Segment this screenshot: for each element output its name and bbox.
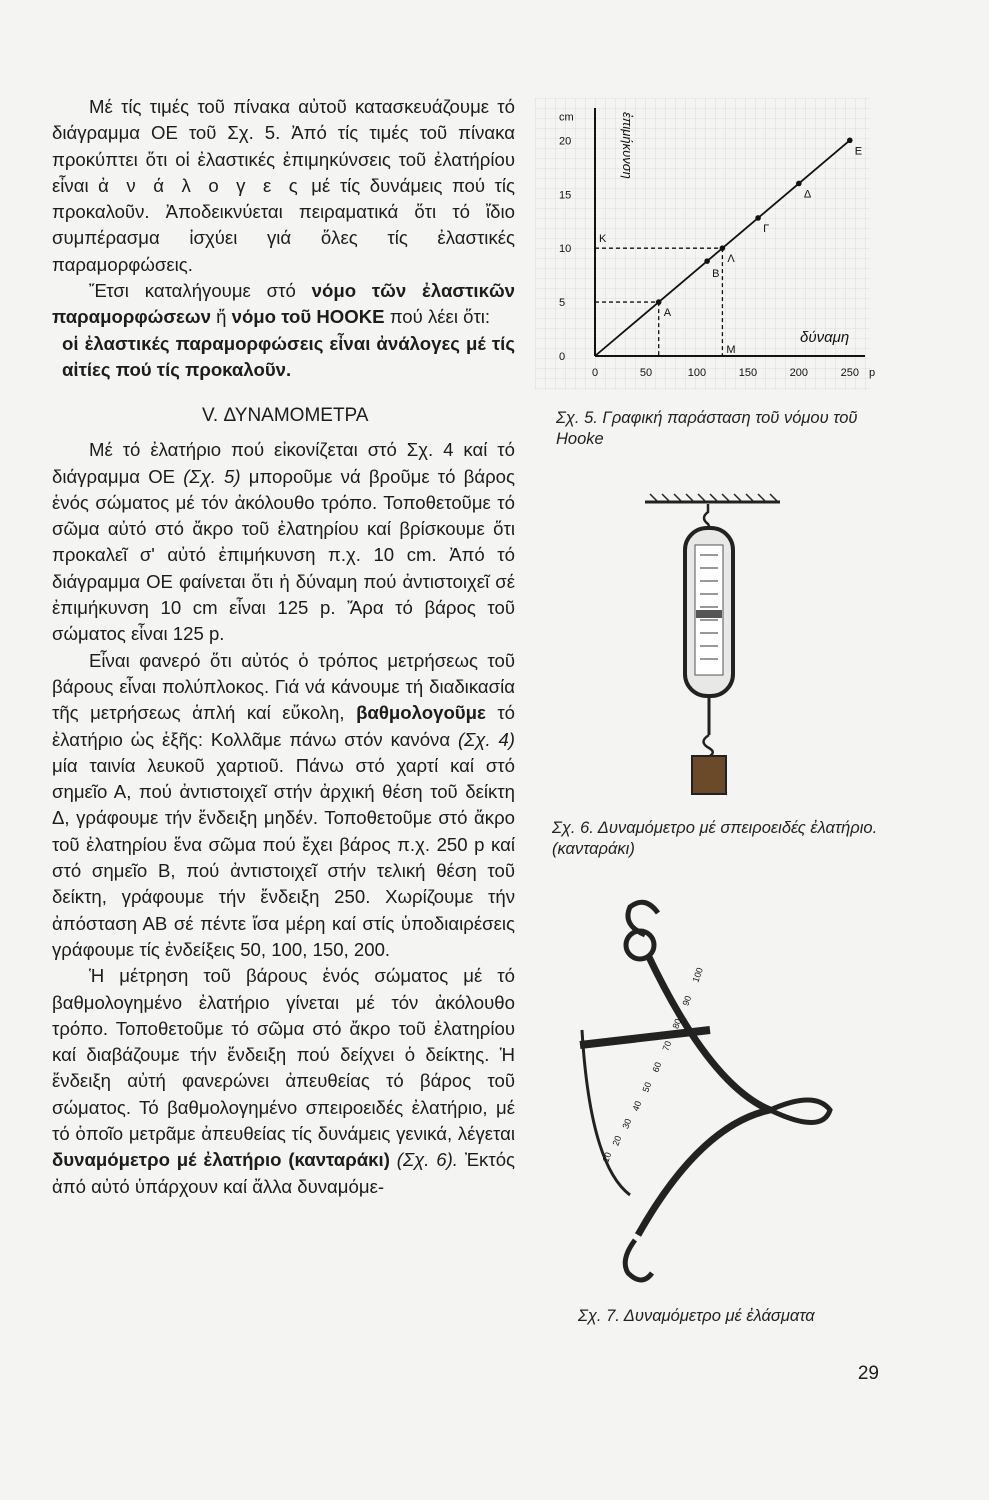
hooke-law-chart (535, 98, 880, 400)
scale-arc (582, 1030, 630, 1195)
marker-label-Κ: Κ (599, 233, 607, 246)
x-tick-label-100: 100 (687, 367, 707, 379)
y-tick-label-5: 5 (559, 297, 566, 310)
leaf-scale-labels (600, 966, 705, 1164)
scale-label-70: 70 (660, 1039, 674, 1053)
fig6-caption: Σχ. 6. Δυναμόμετρο μέ σπειροειδές ἐλατήριο. (κανταράκι) (552, 819, 878, 858)
paragraph-2: Ἔτσι καταλήγουμε στό νόμο τῶν ἐλαστικῶν παραμορφώσεων ἤ νόμο τοῦ HOOKE πού λέει ὅτι: (52, 280, 515, 328)
y-tick-label-10: 10 (559, 243, 572, 256)
x-tick-label-150: 150 (738, 367, 758, 379)
paragraph-3: Μέ τό ἐλατήριο πού εἰκονίζεται στό Σχ. 4 καί τό διάγραμμα ΟΕ (Σχ. 5) μποροῦμε νά βροῦμε τό βάρος ἑνός σώματος μέ τόν ἀκόλουθο τρόπο. Τοποθετοῦμε τό σῶμα αὐτό στό ἄκρο τοῦ ἐλατηρίου καί βρίσκουμε ὅτι προκαλεῖ σ' αὐτό ἐπιμήκυνση π.χ. 10 cm. Ἀπό τό διάγραμμα ΟΕ φαίνεται ὅτι ἡ δύναμη πού ἀντιστοιχεῖ σέ ἐπιμήκυνση 10 cm εἶναι 125 p. Ἄρα τό βάρος τοῦ σώματος εἶναι 125 p. (52, 439, 515, 645)
paragraph-1: Μέ τίς τιμές τοῦ πίνακα αὐτοῦ κατασκευάζουμε τό διάγραμμα ΟΕ τοῦ Σχ. 5. Ἀπό τίς τιμές τοῦ πίνακα προκύπτει ὅτι οἱ ἐλαστικές ἐπιμηκύνσεις τοῦ ἐλατήρίου εἶναι ἀ ν ά λ ο γ ε ς μέ τίς δυνάμεις πού τίς προκαλοῦν. Ἀποδεικνύεται πειραματικά ὅτι τό ἴδιο συμπέρασμα ἰσχύει γιά ὅλες τίς ἐλαστικές παραμορφώσεις. (52, 96, 515, 275)
bottom-hook-icon-2 (625, 1240, 652, 1280)
section-heading: V. ΔΥΝΑΜΟΜΕΤΡΑ (202, 405, 369, 427)
point-label-Δ: Δ (803, 188, 812, 201)
point-Δ (796, 181, 802, 187)
scale-label-90: 90 (680, 994, 694, 1008)
scale-label-60: 60 (650, 1060, 664, 1074)
paragraph-4: Εἶναι φανερό ὅτι αὐτός ὁ τρόπος μετρήσεως τοῦ βάρους εἶναι πολύπλοκος. Γιά νά κάνουμε τή διαδικασία τῆς μετρήσεως ἁπλή καί εὔκολη, βαθμολογοῦμε τό ἐλατήριο ὡς ἑξῆς: Κολλᾶμε πάνω στόν κανόνα (Σχ. 4) μία ταινία λευκοῦ χαρτιοῦ. Πάνω στό χαρτί καί στό σημεῖο Α, πού ἀντιστοιχεῖ στήν ἀρχική θέση τοῦ δείκτη Δ, γράφουμε τήν ἔνδειξη μηδέν. Τοποθετοῦμε στό ἄκρο τοῦ ἐλατηρίου ἕνα σῶμα πού ἔχει βάρος π.χ. 250 p καί στό σημεῖο Β, πού ἀντιστοιχεῖ στήν τελική θέση τοῦ δείκτη, γράφουμε τήν ἔνδειξη 250. Χωρίζουμε τήν ἀπόσταση ΑΒ σέ πέντε ἴσα μέρη καί στίς ὑποδιαιρέσεις γράφουμε τίς ἐνδείξεις 50, 100, 150, 200. (52, 649, 515, 960)
scale-label-100: 100 (690, 966, 706, 984)
lower-leaf (638, 1110, 770, 1235)
point-label-Λ: Λ (727, 253, 735, 266)
point-label-Ε: Ε (854, 145, 863, 158)
point-Ε (847, 138, 853, 144)
leaf-spring-dynamometer-figure (560, 895, 840, 1295)
y-tick-label-15: 15 (559, 189, 572, 202)
hooke-law-statement: οἱ ἐλαστικές παραμορφώσεις εἶναι ἀνάλογες μέ τίς αἰτίες πού τίς προκαλοῦν. (62, 332, 515, 380)
y-axis-label: ἐπιμήκυνση (620, 112, 635, 179)
top-hook-icon (704, 504, 710, 528)
fig7-caption: Σχ. 7. Δυναμόμετρο μέ ἐλάσματα (578, 1307, 815, 1325)
x-tick-label-p: p (868, 367, 876, 379)
chart-grid (535, 98, 870, 390)
point-Β (704, 258, 710, 264)
point-Γ (755, 215, 761, 221)
scale-label-50: 50 (640, 1080, 654, 1094)
bottom-hook-icon (704, 735, 713, 756)
scale-label-80: 80 (670, 1017, 684, 1031)
y-tick-label-20: 20 (559, 135, 572, 148)
page-number: 29 (857, 1363, 879, 1384)
x-axis-label: δύναμη (800, 329, 850, 346)
main-text-column (52, 94, 515, 1200)
scale-pointer (696, 610, 722, 618)
scale-label-30: 30 (620, 1117, 634, 1131)
weight-block (692, 756, 726, 794)
scale-label-20: 20 (610, 1134, 624, 1148)
point-label-Β: Β (712, 268, 720, 281)
x-tick-label-50: 50 (639, 367, 653, 379)
marker-label-Μ: Μ (726, 344, 736, 356)
x-tick-label-250: 250 (840, 367, 859, 379)
y-tick-label-cm: cm (559, 111, 574, 124)
point-Α (656, 299, 662, 305)
x-tick-label-200: 200 (789, 367, 809, 379)
fig5-caption: Σχ. 5. Γραφική παράσταση τοῦ νόμου τοῦ Hooke (556, 409, 858, 448)
x-tick-label-0: 0 (591, 367, 599, 379)
scale-label-40: 40 (630, 1099, 644, 1113)
y-tick-label-0: 0 (559, 351, 566, 363)
spring-scale-figure (640, 490, 800, 800)
point-label-Α: Α (663, 307, 672, 320)
right-loop (770, 1100, 830, 1123)
paragraph-5: Ἡ μέτρηση τοῦ βάρους ἑνός σώματος μέ τό βαθμολογημένο ἐλατήριο γίνεται μέ τόν ἀκόλουθο τρόπο. Τοποθετοῦμε τό σῶμα στό ἄκρο τοῦ ἐλατηρίου καί διαβάζουμε τήν ἔνδειξη πού δείχνει ὁ δείκτης. Ἡ ἔνδειξη αὐτή φανερώνει ἀπευθείας τό βάρος τοῦ σώματος. Τό βαθμολογημένο σπειροειδές ἐλατήριο, μέ τό ὁποῖο μετρᾶμε ἀπευθείας τίς δυνάμεις γενικά, λέγεται δυναμόμετρο μέ ἐλατήριο (κανταράκι) (Σχ. 6). Ἐκτός ἀπό αὐτό ὑπάρχουν καί ἄλλα δυναμόμε- (52, 965, 515, 1197)
scale-label-10: 10 (600, 1150, 614, 1164)
point-Λ (720, 245, 726, 251)
point-label-Γ: Γ (763, 222, 770, 235)
